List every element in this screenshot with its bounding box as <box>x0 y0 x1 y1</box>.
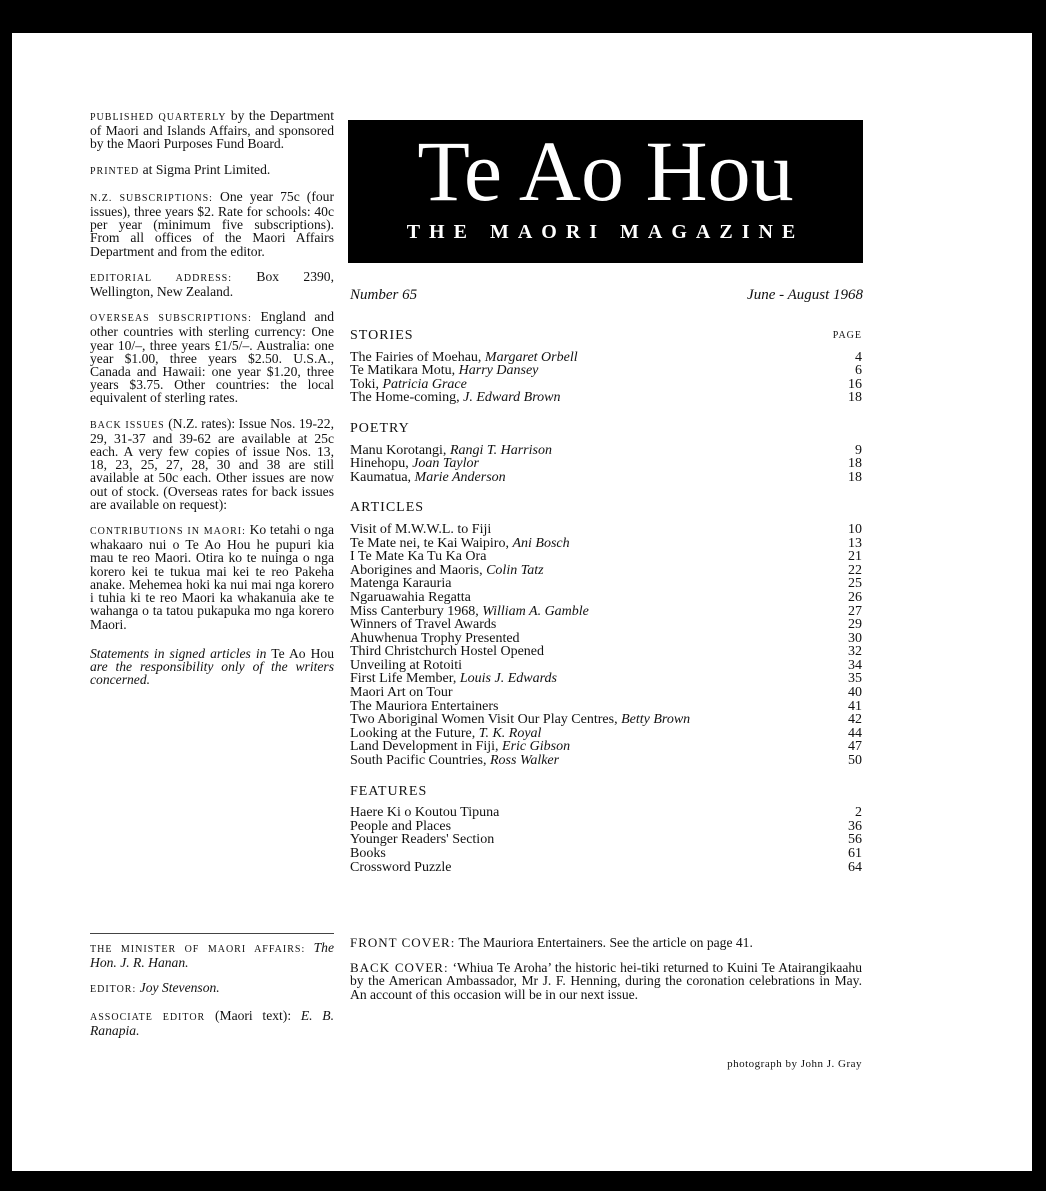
disclaimer-statement: Statements in signed articles in Te Ao Hou are the responsibility only of the writers concerned. <box>90 645 335 688</box>
entry-title: Two Aboriginal Women Visit Our Play Centres, <box>350 712 618 728</box>
entry-author: Ross Walker <box>490 753 560 769</box>
contents-entry <box>350 659 862 673</box>
contents-entry <box>350 645 862 659</box>
front-cover-note: FRONT COVER: The Mauriora Entertainers. See the article on page 41. <box>350 935 753 950</box>
entry-text <box>350 861 452 875</box>
magazine-subtitle: THE MAORI MAGAZINE <box>406 221 805 243</box>
entry-text <box>350 564 544 578</box>
minister-credit: THE MINISTER OF MAORI AFFAIRS: The Hon. J. R. Hanan. <box>90 940 335 971</box>
entry-page: 35 <box>848 671 862 687</box>
back-cover-note: BACK COVER: ‘Whiua Te Aroha’ the historic hei-tiki returned to Kuini Te Atairangikaahu by the American Ambassador, Mr J. F. Henning, during the coronation celebrations in May. An account of this occasion will be in our next issue. <box>350 960 862 1002</box>
contents-entry <box>350 564 862 578</box>
masthead <box>348 120 863 263</box>
entry-text <box>350 672 557 686</box>
entry-page: 2 <box>855 805 862 821</box>
entry-page: 42 <box>848 712 862 728</box>
editor-credit: EDITOR: Joy Stevenson. <box>90 980 220 996</box>
entry-title: Toki, <box>350 376 379 392</box>
page-column-label: PAGE <box>832 330 862 341</box>
table-of-contents <box>350 329 862 891</box>
entry-text <box>350 378 467 392</box>
entry-title: People and Places <box>350 818 452 834</box>
issue-number: Number 65 <box>350 287 418 303</box>
section-features <box>350 785 862 875</box>
section-poetry <box>350 422 862 484</box>
contents-entry <box>350 806 862 820</box>
entry-text <box>350 833 494 847</box>
contents-entry <box>350 391 862 405</box>
entry-page: 6 <box>855 363 862 379</box>
contents-entry <box>350 523 862 537</box>
entry-title: Manu Korotangi, <box>350 442 447 458</box>
entry-page: 32 <box>848 644 862 660</box>
entry-title: Looking at the Future, <box>350 725 476 741</box>
editorial-address: EDITORIAL ADDRESS: Box 2390, Wellington, New Zealand. <box>90 268 334 300</box>
entry-text <box>350 820 451 834</box>
contents-entry <box>350 861 862 875</box>
entry-title: Third Christchurch Hostel Opened <box>350 644 545 660</box>
section-heading <box>350 785 862 799</box>
contents-entry <box>350 713 862 727</box>
entry-title: Maori Art on Tour <box>350 685 453 701</box>
entry-text <box>350 806 499 820</box>
entry-title: I Te Mate Ka Tu Ka Ora <box>350 549 487 565</box>
entry-page: 64 <box>848 859 862 875</box>
entry-page: 56 <box>848 832 862 848</box>
publication-info <box>90 109 334 698</box>
contents-entry <box>350 727 862 741</box>
contents-entry <box>350 605 862 619</box>
entry-author: Patricia Grace <box>382 376 467 392</box>
entry-text <box>350 351 578 365</box>
entry-text <box>350 523 491 537</box>
entry-title: The Home-coming, <box>350 390 460 406</box>
issue-date: June - August 1968 <box>747 287 863 303</box>
entry-page: 18 <box>848 456 862 472</box>
entry-text <box>350 591 471 605</box>
divider <box>90 933 334 934</box>
nz-subscriptions: N.Z. SUBSCRIPTIONS: One year 75c (four issues), three years $2. Rate for schools: 40c per year (minimum five subscriptions). From all offices of the Maori Affairs Department and from the editor. <box>90 188 334 259</box>
photo-credit: photograph by John J. Gray <box>727 1058 862 1070</box>
entry-page: 16 <box>848 376 862 392</box>
entry-author: T. K. Royal <box>478 725 542 741</box>
entry-text <box>350 645 544 659</box>
cover-notes <box>350 936 862 1013</box>
staff-credits <box>90 941 334 1049</box>
entry-page: 25 <box>848 576 862 592</box>
entry-title: Ahuwhenua Trophy Presented <box>350 630 520 646</box>
entry-title: Haere Ki o Koutou Tipuna <box>350 805 500 821</box>
section-title: FEATURES <box>350 783 428 799</box>
contents-entry <box>350 471 862 485</box>
entry-page: 36 <box>848 818 862 834</box>
contents-entry <box>350 740 862 754</box>
entry-text <box>350 444 552 458</box>
contents-entry <box>350 591 862 605</box>
entry-author: Ani Bosch <box>512 535 570 551</box>
overseas-subscriptions: OVERSEAS SUBSCRIPTIONS: England and other countries with sterling currency: One year 10/–, three years £1/5/–. Australia: one year $1.00, three years $2.50. U.S.A., Canada and Hawaii: one year $1.20, three years $3.75. Other countries: the local equivalent of sterling rates. <box>90 309 334 406</box>
entry-page: 40 <box>848 685 862 701</box>
entry-page: 22 <box>848 562 862 578</box>
entry-page: 44 <box>848 725 862 741</box>
section-title: STORIES <box>350 328 414 343</box>
entry-text <box>350 618 496 632</box>
entry-page: 18 <box>848 390 862 406</box>
entry-page: 10 <box>848 521 862 537</box>
entry-title: Unveiling at Rotoiti <box>350 657 462 673</box>
entry-text <box>350 457 479 471</box>
entry-title: The Mauriora Entertainers <box>350 698 499 714</box>
entry-text <box>350 632 520 646</box>
entry-page: 34 <box>848 657 862 673</box>
entry-author: J. Edward Brown <box>463 390 561 406</box>
entry-page: 18 <box>848 469 862 485</box>
back-issues: BACK ISSUES (N.Z. rates): Issue Nos. 19-22, 29, 31-37 and 39-62 are available at 25c each. A very few copies of issue Nos. 13, 18, 23, 25, 27, 28, 30 and 38 are still available at 50c each. Other issues are now out of stock. (Overseas rates for back issues are available on request): <box>90 415 334 512</box>
entry-text <box>350 391 561 405</box>
entry-title: Land Development in Fiji, <box>350 739 499 755</box>
entry-page: 50 <box>848 753 862 769</box>
contents-entry <box>350 833 862 847</box>
entry-title: Matenga Karauria <box>350 576 452 592</box>
entry-text <box>350 686 453 700</box>
section-articles <box>350 501 862 767</box>
contributions-in-maori: CONTRIBUTIONS IN MAORI: Ko tetahi o nga whakaaro nui o Te Ao Hou he pupuri kia mau te reo Maori. Otira ko te nuinga o nga korero kei te tukua mai kei te reo Pakeha anake. Mehemea hoki ka nui mai nga korero i tuhia ki te reo Maori ka whakanuia ake te wahanga o ta tatou pukapuka mo nga korero Maori. <box>90 522 334 632</box>
contents-entry <box>350 444 862 458</box>
entry-text <box>350 727 541 741</box>
entry-text <box>350 700 499 714</box>
entry-title: The Fairies of Moehau, <box>350 349 482 365</box>
printed-note: PRINTED at Sigma Print Limited. <box>90 161 271 177</box>
entry-title: Crossword Puzzle <box>350 859 452 875</box>
contents-entry <box>350 820 862 834</box>
entry-author: Betty Brown <box>621 712 691 728</box>
contents-entry <box>350 754 862 768</box>
entry-page: 13 <box>848 535 862 551</box>
entry-text <box>350 537 570 551</box>
entry-text <box>350 713 690 727</box>
entry-title: Te Mate nei, te Kai Waipiro, <box>350 535 509 551</box>
entry-title: Miss Canterbury 1968, <box>350 603 479 619</box>
entry-title: Winners of Travel Awards <box>350 617 497 633</box>
magazine-page <box>12 33 1032 1171</box>
entry-title: Kaumatua, <box>350 469 412 485</box>
entry-author: Marie Anderson <box>414 469 506 485</box>
associate-editor-credit: ASSOCIATE EDITOR (Maori text): E. B. Ranapia. <box>90 1007 334 1038</box>
entry-title: South Pacific Countries, <box>350 753 487 769</box>
entry-page: 26 <box>848 589 862 605</box>
entry-author: Louis J. Edwards <box>459 671 557 687</box>
entry-author: Harry Dansey <box>458 363 539 379</box>
contents-entry <box>350 847 862 861</box>
entry-text <box>350 847 386 861</box>
section-heading <box>350 329 862 343</box>
entry-title: Visit of M.W.W.L. to Fiji <box>350 521 492 537</box>
entry-page: 41 <box>848 698 862 714</box>
entry-title: Aborigines and Maoris, <box>350 562 483 578</box>
entry-text <box>350 577 451 591</box>
entry-text <box>350 740 570 754</box>
contents-entry <box>350 364 862 378</box>
entry-author: Colin Tatz <box>486 562 544 578</box>
entry-text <box>350 364 538 378</box>
section-title: ARTICLES <box>350 500 425 516</box>
entry-page: 30 <box>848 630 862 646</box>
magazine-title: Te Ao Hou <box>417 123 794 219</box>
entry-author: Margaret Orbell <box>484 349 578 365</box>
entry-author: William A. Gamble <box>482 603 589 619</box>
entry-text <box>350 605 589 619</box>
entry-author: Joan Taylor <box>412 456 479 472</box>
contents-entry <box>350 537 862 551</box>
contents-entry <box>350 351 862 365</box>
contents-entry <box>350 550 862 564</box>
entry-page: 27 <box>848 603 862 619</box>
section-heading <box>350 501 862 515</box>
entry-text <box>350 550 486 564</box>
entry-text <box>350 471 506 485</box>
section-title: POETRY <box>350 420 410 436</box>
section-heading <box>350 422 862 436</box>
entry-title: Ngaruawahia Regatta <box>350 589 471 605</box>
entry-page: 29 <box>848 617 862 633</box>
contents-entry <box>350 700 862 714</box>
entry-author: Eric Gibson <box>502 739 571 755</box>
entry-title: Hinehopu, <box>350 456 409 472</box>
entry-title: Te Matikara Motu, <box>350 363 456 379</box>
entry-text <box>350 754 559 768</box>
entry-text <box>350 659 462 673</box>
entry-page: 9 <box>855 442 862 458</box>
entry-page: 21 <box>848 549 862 565</box>
contents-entry <box>350 632 862 646</box>
contents-entry <box>350 672 862 686</box>
contents-entry <box>350 577 862 591</box>
entry-title: Younger Readers' Section <box>350 832 495 848</box>
entry-page: 47 <box>848 739 862 755</box>
section-stories <box>350 329 862 405</box>
contents-entry <box>350 618 862 632</box>
entry-page: 61 <box>848 846 862 861</box>
contents-entry <box>350 686 862 700</box>
contents-entry <box>350 378 862 392</box>
entry-author: Rangi T. Harrison <box>449 442 552 458</box>
entry-title: Books <box>350 846 386 861</box>
entry-page: 4 <box>855 349 862 365</box>
entry-title: First Life Member, <box>350 671 457 687</box>
contents-entry <box>350 457 862 471</box>
published-note: PUBLISHED QUARTERLY by the Department of Maori and Islands Affairs, and sponsored by the Maori Purposes Fund Board. <box>90 108 334 152</box>
